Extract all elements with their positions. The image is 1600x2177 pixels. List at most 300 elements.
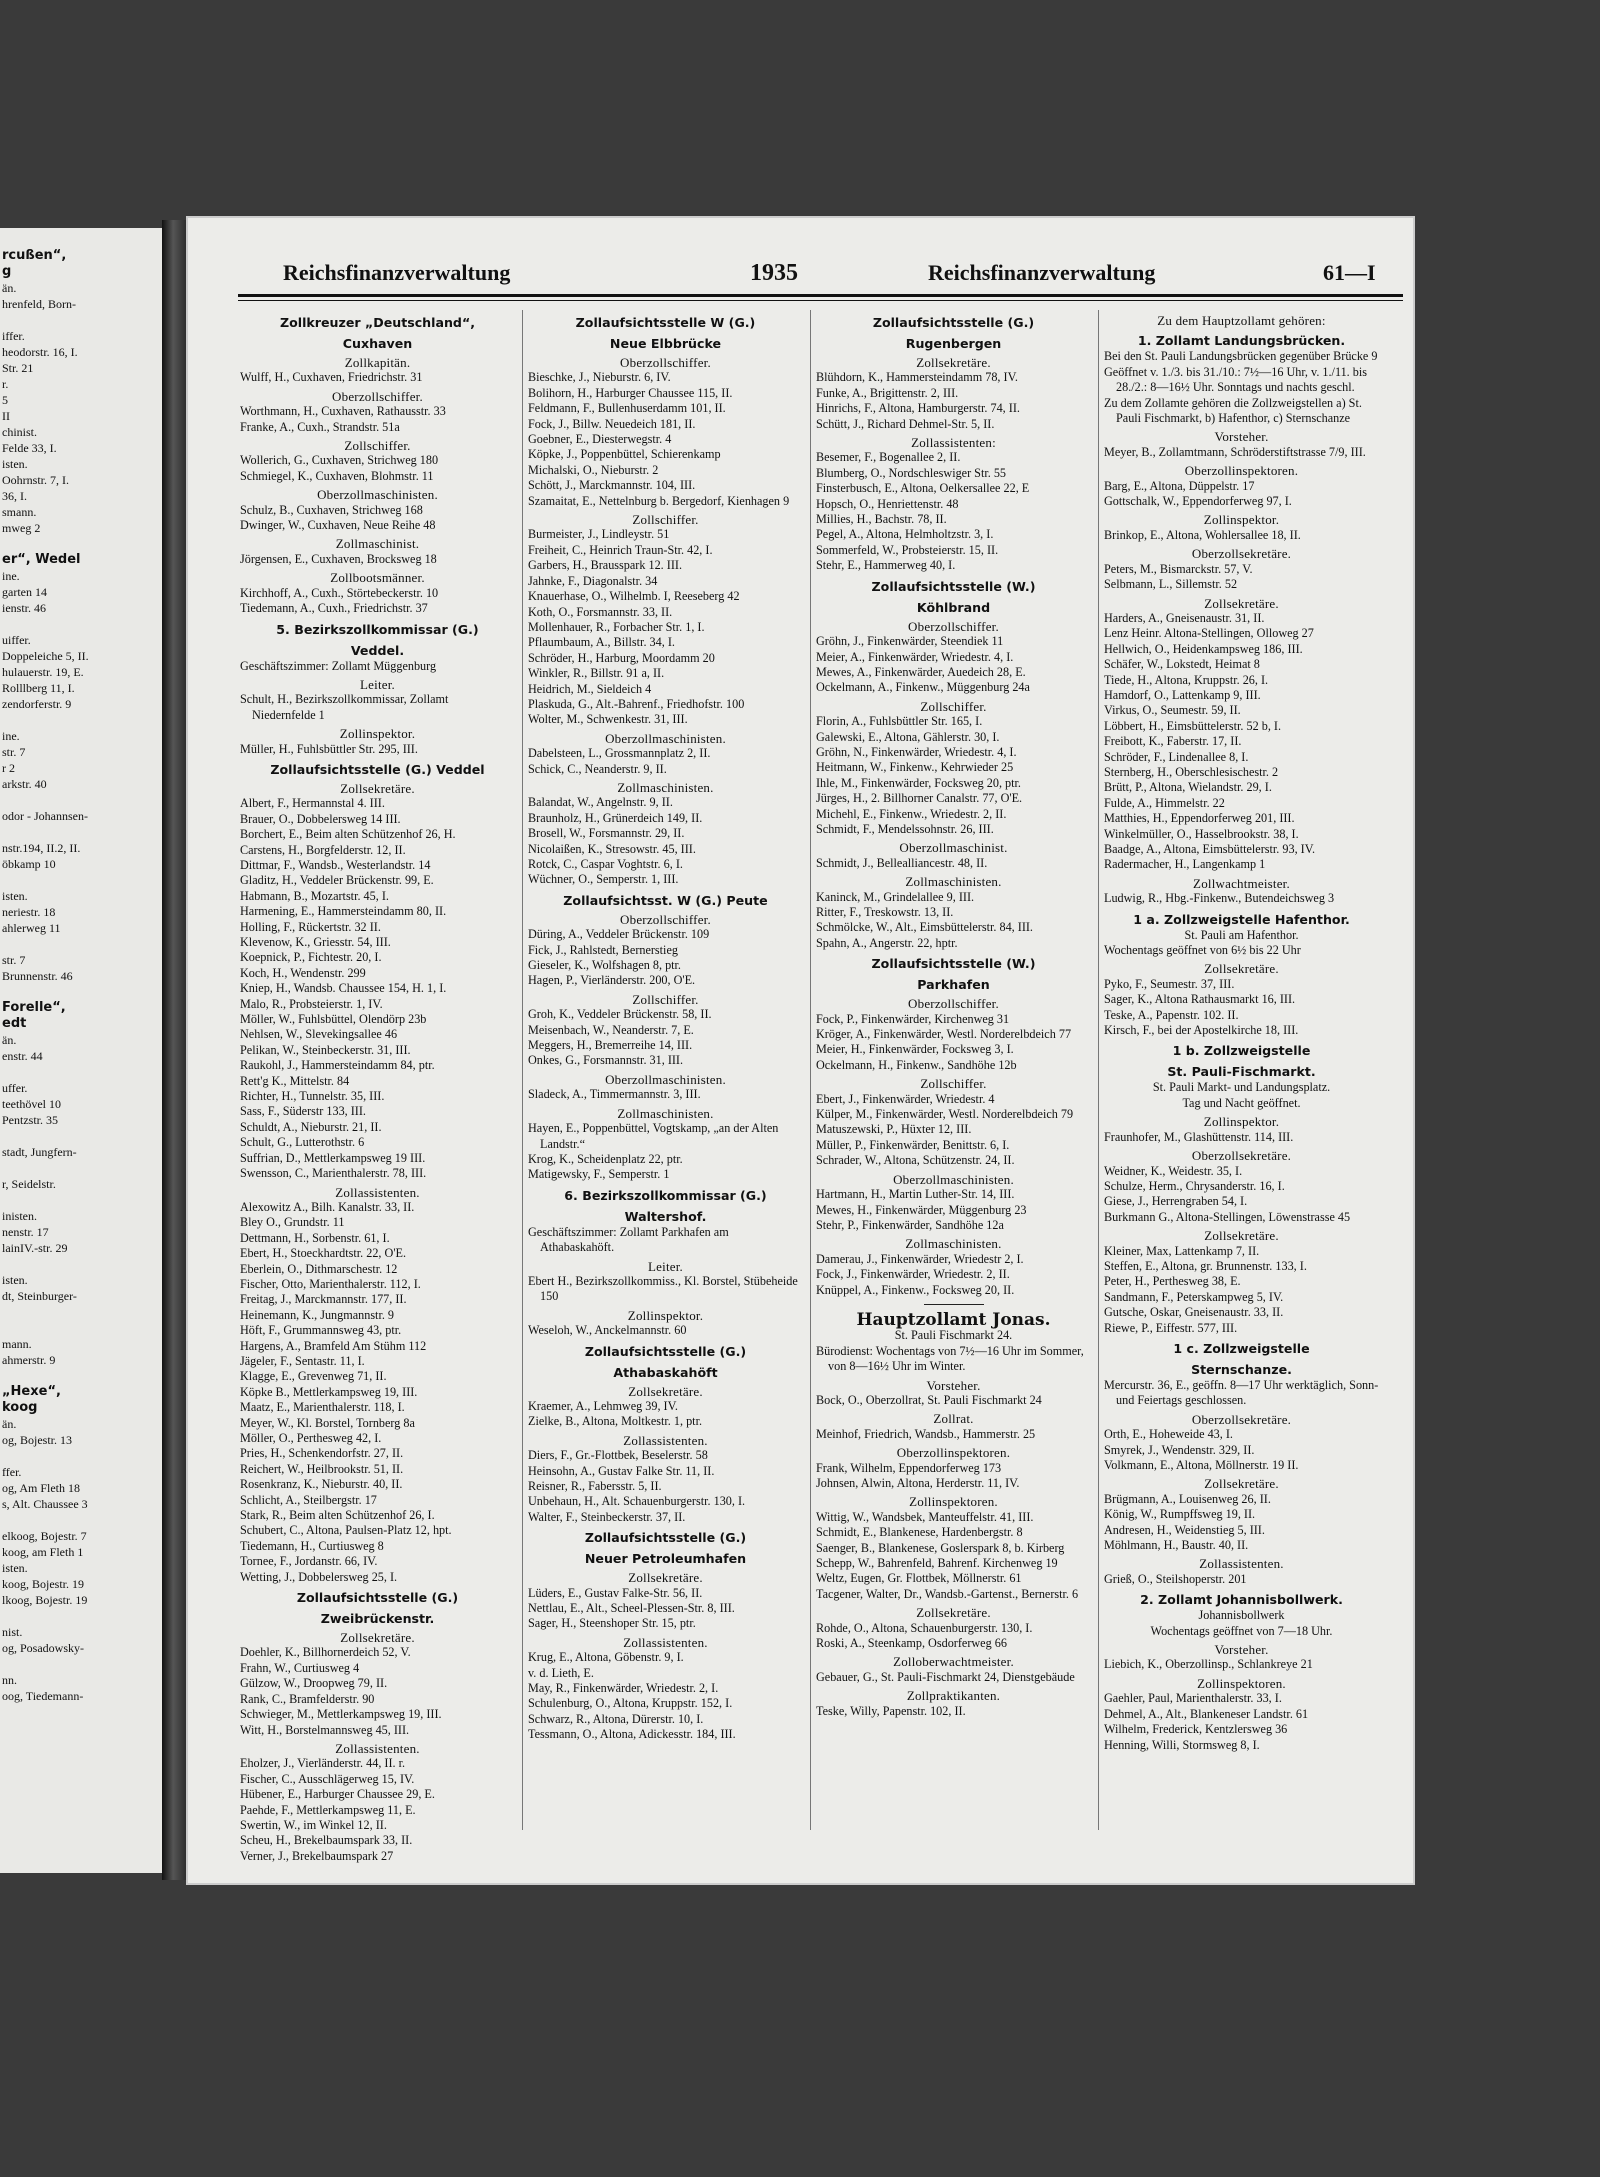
directory-entry: Hargens, A., Bramfeld Am Stühm 112 [240, 1338, 427, 1353]
left-page-text [2, 248, 158, 1704]
directory-entry: Hübener, E., Harburger Chaussee 29, E. [240, 1787, 435, 1802]
directory-entry: Fock, P., Finkenwärder, Kirchenweg 31 [816, 1011, 1010, 1026]
role-heading: Oberzollmaschinisten. [893, 1171, 1014, 1187]
directory-entry: Pflaumbaum, A., Billstr. 34, I. [528, 635, 675, 650]
directory-entry: Carstens, H., Borgfelderstr. 12, II. [240, 842, 406, 857]
left-fragment-line [2, 1608, 158, 1624]
section-heading: Zollkreuzer „Deutschland“, [279, 315, 476, 330]
directory-entry: Tiedemann, H., Curtiusweg 8 [240, 1538, 384, 1553]
left-fragment-line: mweg 2 [2, 521, 41, 535]
directory-entry: Tacgener, Walter, Dr., Wandsb.-Gartenst., Bernerstr. 6 [816, 1586, 1079, 1601]
left-fragment-line: rcußen“, [2, 248, 67, 263]
role-heading: Zu dem Hauptzollamt gehören: [1157, 313, 1326, 328]
column-divider [1098, 310, 1099, 1830]
left-fragment-line: än. [2, 281, 17, 295]
section-heading: Neue Elbbrücke [609, 336, 722, 351]
directory-entry: Krug, E., Altona, Göbenstr. 9, I. [528, 1650, 684, 1665]
directory-entry: Rohde, O., Altona, Schauenburgerstr. 130, I. [816, 1620, 1033, 1635]
role-heading: Oberzollsekretäre. [1191, 1148, 1292, 1164]
left-fragment-line: Doppeleiche 5, II. [2, 649, 89, 663]
directory-entry: Hartmann, H., Martin Luther-Str. 14, III. [816, 1187, 1015, 1202]
left-fragment-line: r 2 [2, 761, 15, 775]
directory-entry: Roski, A., Steenkamp, Osdorferweg 66 [816, 1636, 1007, 1651]
directory-entry: Gutsche, Oskar, Gneisenaustr. 33, II. [1104, 1305, 1284, 1320]
directory-entry: Bieschke, J., Nieburstr. 6, IV. [528, 370, 671, 385]
role-heading: Oberzollschiffer. [908, 618, 999, 634]
section-heading: Zollaufsichtsstelle (G.) Veddel [270, 761, 485, 777]
directory-entry: Brosell, W., Forsmannstr. 29, II. [528, 826, 685, 841]
directory-entry: Volkmann, E., Altona, Möllnerstr. 19 II. [1104, 1458, 1299, 1472]
role-heading: Zollinspektor. [627, 1307, 704, 1323]
directory-entry: Knauerhase, O., Wilhelmb. I, Reeseberg 42 [528, 589, 740, 604]
directory-entry: Goebner, E., Diesterwegstr. 4 [528, 432, 672, 447]
directory-entry: Fischer, Otto, Marienthalerstr. 112, I. [240, 1276, 421, 1291]
role-heading: Zollschiffer. [632, 991, 699, 1007]
role-heading: Oberzollschiffer. [620, 911, 711, 927]
directory-entry: Meyer, W., Kl. Borstel, Tornberg 8a [240, 1415, 415, 1430]
directory-entry: Schlicht, A., Steilbergstr. 17 [240, 1492, 377, 1507]
left-fragment-line: isten. [2, 889, 28, 903]
directory-entry: Plaskuda, G., Alt.-Bahrenf., Friedhofstr. 100 [528, 696, 745, 711]
directory-entry: Barg, E., Altona, Düppelstr. 17 [1104, 478, 1255, 493]
directory-entry: Schubert, C., Altona, Paulsen-Platz 12, hpt. [240, 1523, 452, 1538]
directory-entry: Gaehler, Paul, Marienthalerstr. 33, I. [1104, 1691, 1282, 1706]
left-fragment-line: ahlerweg 11 [2, 921, 61, 935]
directory-entry: Burmeister, J., Lindleystr. 51 [528, 527, 670, 542]
directory-entry: Meinhof, Friedrich, Wandsb., Hammerstr. 25 [816, 1426, 1036, 1441]
directory-entry: Florin, A., Fuhlsbüttler Str. 165, I. [816, 714, 983, 729]
directory-entry: Schött, J., Marckmannstr. 104, III. [528, 478, 696, 493]
role-heading: Oberzollmaschinisten. [605, 730, 726, 746]
directory-entry: Schepp, W., Bahrenfeld, Bahrenf. Kirchenweg 19 [816, 1556, 1058, 1571]
left-fragment-line: og, Posadowsky- [2, 1641, 85, 1655]
section-heading: Zollaufsichtsstelle W (G.) [575, 315, 756, 330]
section-heading: 2. Zollamt Johannisbollwerk. [1140, 1592, 1343, 1608]
directory-entry: Ockelmann, H., Finkenw., Sandhöhe 12b [816, 1057, 1017, 1072]
directory-entry: Selbmann, L., Sillemstr. 52 [1104, 577, 1238, 592]
directory-entry: Jahnke, F., Diagonalstr. 34 [528, 573, 658, 588]
directory-entry: Köpke, J., Poppenbüttel, Schierenkamp [528, 447, 721, 462]
directory-entry: Ockelmann, A., Finkenw., Müggenburg 24a [816, 680, 1030, 695]
directory-entry: Mollenhauer, R., Forbacher Str. 1, I. [528, 619, 705, 634]
directory-entry: Stehr, E., Hammerweg 40, I. [816, 558, 956, 573]
directory-entry: Höft, F., Grummannsweg 43, ptr. [240, 1323, 402, 1338]
directory-entry: Blumberg, O., Nordschleswiger Str. 55 [816, 465, 1007, 480]
directory-entry: Eholzer, J., Vierländerstr. 44, II. r. [240, 1756, 406, 1771]
section-heading: Zollaufsichtsst. W (G.) Peute [563, 892, 768, 908]
directory-entry: König, W., Rumpffsweg 19, II. [1104, 1507, 1256, 1522]
directory-entry: Spahn, A., Angerstr. 22, hptr. [816, 935, 958, 950]
left-fragment-line: edt [2, 1016, 27, 1031]
directory-entry: Ihle, M., Finkenwärder, Focksweg 20, ptr. [816, 775, 1021, 790]
directory-entry: Kleiner, Max, Lattenkamp 7, II. [1104, 1243, 1260, 1258]
directory-entry: Walter, F., Steinbeckerstr. 37, II. [528, 1509, 686, 1524]
role-heading: Zollinspektoren. [1197, 1675, 1286, 1691]
office-note: Johannisbollwerk [1198, 1608, 1285, 1623]
directory-entry: Meisenbach, W., Neanderstr. 7, E. [528, 1022, 694, 1037]
section-heading: 5. Bezirkszollkommissar (G.) [276, 621, 479, 637]
left-fragment-line [2, 936, 158, 952]
directory-entry: Swensson, C., Marienthalerstr. 78, III. [240, 1166, 427, 1181]
role-heading: Zollschiffer. [344, 438, 411, 454]
section-heading: Waltershof. [624, 1208, 707, 1224]
directory-entry: Rank, C., Bramfelderstr. 90 [240, 1691, 375, 1706]
left-fragment-line: isten. [2, 1273, 28, 1287]
directory-entry: Schulenburg, O., Altona, Kruppstr. 152, I. [528, 1696, 733, 1711]
role-heading: Zollsekretäre. [340, 780, 415, 796]
section-heading: Köhlbrand [916, 599, 991, 615]
left-fragment-line: ienstr. 46 [2, 601, 46, 615]
directory-entry: Brütt, P., Altona, Wielandstr. 29, I. [1104, 780, 1272, 795]
left-fragment-line: ine. [2, 569, 20, 583]
left-fragment-line: str. 7 [2, 745, 26, 759]
directory-entry: Baadge, A., Altona, Eimsbüttelerstr. 93, IV. [1104, 842, 1315, 856]
header-year: 1935 [750, 260, 798, 286]
directory-entry: Wochentags geöffnet von 6½ bis 22 Uhr [1104, 943, 1301, 958]
directory-entry: Habmann, B., Mozartstr. 45, I. [240, 888, 389, 903]
role-heading: Zollbootsmänner. [330, 570, 425, 586]
directory-entry: Diers, F., Gr.-Flottbek, Beselerstr. 58 [528, 1448, 708, 1463]
directory-entry: Wolter, M., Schwenkestr. 31, III. [528, 712, 688, 727]
directory-entry: Müller, P., Finkenwärder, Benittstr. 6, I. [816, 1137, 1010, 1152]
directory-entry: Matuszewski, P., Hüxter 12, III. [816, 1122, 972, 1137]
directory-entry: Brinkop, E., Altona, Wohlersallee 18, II. [1104, 527, 1301, 542]
role-heading: Zollkapitän. [344, 355, 411, 370]
section-heading: 6. Bezirkszollkommissar (G.) [564, 1187, 767, 1203]
directory-entry: Kirchhoff, A., Cuxh., Störtebeckerstr. 10 [240, 585, 439, 600]
left-fragment-line: Pentzstr. 35 [2, 1113, 58, 1127]
left-fragment-line: Oohrnstr. 7, I. [2, 473, 69, 487]
office-note: Wochentags geöffnet von 7—18 Uhr. [1150, 1623, 1333, 1638]
directory-entry: Maatz, E., Marienthalerstr. 118, I. [240, 1400, 405, 1415]
left-fragment-line [2, 1192, 158, 1208]
directory-entry: Kniep, H., Wandsb. Chaussee 154, H. 1, I. [240, 981, 447, 996]
section-heading: Zollaufsichtsstelle (W.) [871, 578, 1036, 594]
directory-entry: Franke, A., Cuxh., Strandstr. 51a [240, 419, 400, 434]
role-heading: Zollsekretäre. [628, 1383, 703, 1399]
left-fragment-line: smann. [2, 505, 37, 519]
directory-entry: Groh, K., Veddeler Brückenstr. 58, II. [528, 1007, 712, 1022]
column-3 [816, 310, 1091, 1719]
directory-entry: Koepnick, P., Fichtestr. 20, I. [240, 950, 382, 965]
directory-entry: Sass, F., Süderstr 133, III. [240, 1104, 366, 1119]
directory-entry: May, R., Finkenwärder, Wriedestr. 2, I. [528, 1681, 719, 1696]
directory-entry: Schmidt, E., Blankenese, Hardenbergstr. 8 [816, 1525, 1023, 1540]
left-fragment-line: Forelle“, [2, 1000, 66, 1015]
directory-entry: Albert, F., Hermannstal 4. III. [240, 796, 385, 811]
left-fragment-line: odor - Johannsen- [2, 809, 88, 823]
role-heading: Zollsekretäre. [340, 1630, 415, 1646]
role-heading: Zollsekretäre. [1204, 961, 1279, 977]
directory-entry: Szamaitat, E., Nettelnburg b. Bergedorf, Kienhagen 9 [528, 493, 790, 508]
directory-entry: Hinrichs, F., Altona, Hamburgerstr. 74, II. [816, 401, 1020, 416]
directory-entry: Eberlein, O., Dithmarschestr. 12 [240, 1261, 398, 1276]
directory-entry: Freiheit, C., Heinrich Traun-Str. 42, I. [528, 542, 713, 557]
left-fragment-line: hulauerstr. 19, E. [2, 665, 84, 679]
office-note: St. Pauli Fischmarkt 24. [894, 1328, 1013, 1343]
column-1 [240, 310, 515, 1864]
directory-entry: Tiede, H., Altona, Kruppstr. 26, I. [1104, 672, 1269, 687]
left-fragment-line [2, 1128, 158, 1144]
directory-entry: Zu dem Zollamte gehören die Zollzweigstellen a) St. Pauli Fischmarkt, b) Hafenthor, c) Sternschanze [1104, 395, 1362, 426]
left-fragment-line: g [2, 264, 12, 279]
directory-entry: Doehler, K., Billhornerdeich 52, V. [240, 1645, 411, 1660]
left-fragment-line: enstr. 44 [2, 1049, 43, 1063]
directory-entry: Bürodienst: Wochentags von 7½—16 Uhr im Sommer, von 8—16½ Uhr im Winter. [816, 1343, 1084, 1374]
directory-entry: Winkler, R., Billstr. 91 a, II. [528, 666, 665, 681]
header-rule-thin [238, 300, 1403, 301]
left-fragment-line: teethövel 10 [2, 1097, 61, 1111]
directory-entry: Millies, H., Bachstr. 78, II. [816, 512, 947, 527]
directory-entry: Rotck, C., Caspar Voghtstr. 6, I. [528, 857, 683, 871]
page-number: 61—I [1323, 260, 1376, 285]
directory-entry: Möhlmann, H., Baustr. 40, II. [1104, 1538, 1249, 1553]
directory-entry: Fraunhofer, M., Glashüttenstr. 114, III. [1104, 1129, 1294, 1144]
directory-entry: Geöffnet v. 1./3. bis 31./10.: 7½—16 Uhr, v. 1./11. bis 28./2.: 8—16½ Uhr. Sonntags und nachts geschl. [1104, 364, 1367, 395]
directory-entry: Meier, H., Finkenwärder, Focksweg 3, I. [816, 1042, 1014, 1057]
directory-entry: Kirsch, F., bei der Apostelkirche 18, III. [1104, 1023, 1299, 1038]
left-fragment-line: uffer. [2, 1081, 28, 1095]
directory-entry: Kaninck, M., Grindelallee 9, III. [816, 889, 975, 904]
section-heading: 1 b. Zollzweigstelle [1172, 1043, 1311, 1059]
directory-entry: Alexowitz A., Bilh. Kanalstr. 33, II. [240, 1199, 415, 1214]
directory-entry: Külper, M., Finkenwärder, Westl. Norderelbdeich 79 [816, 1107, 1074, 1122]
directory-entry: Möller, O., Perthesweg 42, I. [240, 1431, 382, 1445]
left-fragment-line [2, 1368, 158, 1384]
directory-entry: Dittmar, F., Wandsb., Westerlandstr. 14 [240, 857, 431, 872]
directory-entry: Gröhn, N., Finkenwärder, Wriedestr. 4, I. [816, 744, 1017, 759]
directory-entry: Wüchner, O., Semperstr. 1, III. [528, 872, 679, 887]
directory-entry: Geschäftszimmer: Zollamt Müggenburg [240, 658, 437, 673]
directory-entry: Jürges, H., 2. Billhorner Canalstr. 77, O'E. [816, 791, 1023, 806]
role-heading: Zollassistenten. [1199, 1556, 1284, 1572]
directory-entry: Dettmann, H., Sorbenstr. 61, I. [240, 1230, 390, 1245]
directory-entry: Blühdorn, K., Hammersteindamm 78, IV. [816, 370, 1018, 385]
directory-entry: Köpke B., Mettlerkampsweg 19, III. [240, 1384, 418, 1399]
directory-entry: Liebich, K., Oberzollinsp., Schlankreye 21 [1104, 1657, 1313, 1672]
directory-entry: Garbers, H., Brausspark 12. III. [528, 558, 682, 573]
section-heading: Sternschanze. [1191, 1361, 1292, 1377]
left-fragment-line: arkstr. 40 [2, 777, 47, 791]
role-heading: Zollrat. [933, 1411, 974, 1427]
left-fragment-line [2, 984, 158, 1000]
left-fragment-line: stadt, Jungfern- [2, 1145, 77, 1159]
left-fragment-line: nn. [2, 1673, 17, 1687]
directory-entry: Nicolaißen, K., Stresowstr. 45, III. [528, 841, 696, 856]
directory-entry: Hopsch, O., Henriettenstr. 48 [816, 496, 959, 511]
directory-entry: Schäfer, W., Lokstedt, Heimat 8 [1104, 657, 1260, 672]
directory-entry: Zielke, B., Altona, Moltkestr. 1, ptr. [528, 1414, 702, 1429]
directory-entry: Michalski, O., Nieburstr. 2 [528, 462, 659, 477]
directory-entry: Gottschalk, W., Eppendorferweg 97, I. [1104, 494, 1292, 509]
section-heading: Zollaufsichtsstelle (G.) [584, 1343, 747, 1359]
role-heading: Zollsekretäre. [1204, 1228, 1279, 1244]
directory-entry: Heinsohn, A., Gustav Falke Str. 11, II. [528, 1463, 715, 1478]
running-header [188, 260, 1413, 296]
role-heading: Zollschiffer. [632, 512, 699, 528]
directory-entry: Pyko, F., Seumestr. 37, III. [1104, 976, 1235, 991]
directory-entry: Peter, H., Perthesweg 38, E. [1104, 1274, 1241, 1289]
left-fragment-line: s, Alt. Chaussee 3 [2, 1497, 88, 1511]
directory-entry: Raukohl, J., Hammersteindamm 84, ptr. [240, 1058, 435, 1073]
directory-entry: Teske, Willy, Papenstr. 102, II. [816, 1703, 966, 1718]
role-heading: Vorsteher. [926, 1377, 981, 1393]
directory-entry: Funke, A., Brigittenstr. 2, III. [816, 385, 959, 400]
directory-entry: Sommerfeld, W., Probsteierstr. 15, II. [816, 542, 999, 557]
directory-entry: Schmiegel, K., Cuxhaven, Blohmstr. 11 [240, 468, 434, 483]
directory-entry: Wulff, H., Cuxhaven, Friedrichstr. 31 [240, 370, 423, 385]
left-fragment-line: dt, Steinburger- [2, 1289, 77, 1303]
directory-entry: Schick, C., Neanderstr. 9, II. [528, 761, 667, 776]
left-page-fragment [0, 228, 165, 1873]
directory-entry: Matigewsky, F., Semperstr. 1 [528, 1167, 670, 1182]
directory-entry: Schuldt, A., Nieburstr. 21, II. [240, 1119, 382, 1134]
left-fragment-line: nist. [2, 1625, 23, 1639]
directory-entry: Burkmann G., Altona-Stellingen, Löwenstrasse 45 [1104, 1209, 1351, 1224]
header-left: Reichsfinanzverwaltung [283, 260, 511, 285]
section-heading: Veddel. [350, 642, 405, 658]
left-fragment-line [2, 1256, 158, 1272]
directory-entry: Andresen, H., Weidenstieg 5, III. [1104, 1522, 1265, 1537]
directory-entry: Koch, H., Wendenstr. 299 [240, 965, 366, 980]
left-fragment-line: garten 14 [2, 585, 47, 599]
left-fragment-line [2, 1304, 158, 1320]
section-heading: Neuer Petroleumhafen [584, 1551, 747, 1567]
directory-entry: Brauer, O., Dobbelersweg 14 III. [240, 811, 401, 826]
directory-entry: Ebert, J., Finkenwärder, Wriedestr. 4 [816, 1091, 995, 1106]
left-fragment-line [2, 824, 158, 840]
directory-entry: Verner, J., Brekelbaumspark 27 [240, 1848, 394, 1863]
directory-entry: Steffen, E., Altona, gr. Brunnenstr. 133, I. [1104, 1258, 1307, 1273]
directory-entry: Schmölcke, W., Alt., Eimsbüttelerstr. 84, III. [816, 920, 1033, 935]
directory-entry: Giese, J., Herrengraben 54, I. [1104, 1194, 1248, 1209]
role-heading: Leiter. [648, 1258, 683, 1274]
left-fragment-line: neriestr. 18 [2, 905, 56, 919]
left-fragment-line: isten. [2, 457, 28, 471]
left-fragment-line: isten. [2, 1561, 28, 1575]
directory-entry: Worthmann, H., Cuxhaven, Rathausstr. 33 [240, 404, 446, 419]
directory-entry: Damerau, J., Finkenwärder, Wriedestr 2, I. [816, 1251, 1024, 1266]
directory-entry: Fock, J., Billw. Neuedeich 181, II. [528, 416, 696, 431]
directory-entry: Mewes, H., Finkenwärder, Müggenburg 23 [816, 1202, 1027, 1217]
left-fragment-line: än. [2, 1417, 17, 1431]
directory-entry: Nehlsen, W., Slevekingsallee 46 [240, 1027, 398, 1042]
directory-entry: Tessmann, O., Altona, Adickesstr. 184, III. [528, 1727, 736, 1742]
directory-entry: Knüppel, A., Finkenw., Focksweg 20, II. [816, 1282, 1015, 1297]
left-fragment-line: uiffer. [2, 633, 31, 647]
directory-entry: Weseloh, W., Anckelmannstr. 60 [528, 1323, 687, 1338]
directory-entry: Suffrian, D., Mettlerkampsweg 19 III. [240, 1150, 426, 1165]
directory-entry: Frahn, W., Curtiusweg 4 [240, 1660, 360, 1675]
directory-entry: Swertin, W., im Winkel 12, II. [240, 1817, 387, 1832]
directory-entry: Schulz, B., Cuxhaven, Strichweg 168 [240, 502, 423, 517]
directory-entry: Rosenkranz, K., Nieburstr. 40, II. [240, 1477, 403, 1492]
role-heading: Zollinspektoren. [909, 1494, 998, 1510]
left-fragment-line [2, 1656, 158, 1672]
section-heading: Athabaskahöft [613, 1364, 718, 1380]
section-heading: St. Pauli-Fischmarkt. [1167, 1064, 1316, 1080]
left-fragment-line [2, 1064, 158, 1080]
directory-entry: Schwieger, M., Mettlerkampsweg 19, III. [240, 1707, 442, 1722]
role-heading: Zollsekretäre. [1204, 595, 1279, 611]
role-heading: Zollmaschinisten. [905, 1236, 1002, 1252]
directory-entry: Bei den St. Pauli Landungsbrücken gegenüber Brücke 9 [1104, 349, 1378, 364]
role-heading: Zollschiffer. [920, 698, 987, 714]
directory-entry: Riewe, P., Eiffestr. 577, III. [1104, 1320, 1238, 1335]
left-fragment-line: str. 7 [2, 953, 26, 967]
directory-entry: Borchert, E., Beim alten Schützenhof 26, H. [240, 827, 456, 842]
directory-entry: Sternberg, H., Oberschlesischestr. 2 [1104, 764, 1279, 779]
role-heading: Oberzollmaschinisten. [605, 1071, 726, 1087]
directory-entry: v. d. Lieth, E. [528, 1665, 594, 1680]
role-heading: Zollmaschinisten. [905, 874, 1002, 890]
left-fragment-line: „Hexe“, [2, 1384, 61, 1399]
left-fragment-line [2, 1320, 158, 1336]
left-fragment-line [2, 1160, 158, 1176]
section-heading: Cuxhaven [342, 336, 413, 351]
role-heading: Leiter. [360, 676, 395, 692]
directory-entry: Malo, R., Probsteierstr. 1, IV. [240, 996, 383, 1011]
directory-entry: Meyer, B., Zollamtmann, Schröderstiftstrasse 7/9, III. [1104, 444, 1366, 459]
directory-entry: Schröder, H., Harburg, Moordamm 20 [528, 650, 715, 665]
directory-entry: Koth, O., Forsmannstr. 33, II. [528, 604, 673, 619]
left-fragment-line [2, 872, 158, 888]
directory-entry: Saenger, B., Blankenese, Goslerspark 8, b. Kirberg [816, 1540, 1065, 1555]
left-fragment-line: heodorstr. 16, I. [2, 345, 78, 359]
directory-entry: Scheu, H., Brekelbaumspark 33, II. [240, 1833, 413, 1848]
role-heading: Zollmaschinisten. [617, 1105, 714, 1121]
directory-entry: Sager, H., Steenshoper Str. 15, ptr. [528, 1616, 696, 1631]
directory-entry: Gülzow, W., Droopweg 79, II. [240, 1676, 388, 1691]
directory-entry: Smyrek, J., Wendenstr. 329, II. [1104, 1442, 1255, 1457]
directory-entry: Geschäftszimmer: Zollamt Parkhafen am Athabaskahöft. [528, 1224, 729, 1255]
left-fragment-line: chinist. [2, 425, 37, 439]
directory-entry: Gieseler, K., Wolfshagen 8, ptr. [528, 958, 681, 973]
left-fragment-line: koog, Bojestr. 19 [2, 1577, 85, 1591]
directory-entry: Matthies, H., Eppendorferweg 201, III. [1104, 811, 1295, 826]
directory-entry: Feldmann, F., Bullenhuserdamm 101, II. [528, 401, 726, 416]
office-note: Tag und Nacht geöffnet. [1182, 1095, 1301, 1110]
role-heading: Oberzollinspektoren. [896, 1445, 1011, 1461]
directory-entry: Kröger, A., Finkenwärder, Westl. Norderelbdeich 77 [816, 1027, 1072, 1042]
role-heading: Zollwachtmeister. [1193, 875, 1290, 891]
left-fragment-line: än. [2, 1033, 17, 1047]
directory-entry: Kraemer, A., Lehmweg 39, IV. [528, 1398, 678, 1413]
directory-entry: Freibott, K., Faberstr. 17, II. [1104, 734, 1242, 749]
directory-entry: Sager, K., Altona Rathausmarkt 16, III. [1104, 992, 1296, 1007]
header-rule [238, 294, 1403, 297]
role-heading: Zollsekretäre. [1204, 1476, 1279, 1492]
directory-entry: Krog, K., Scheidenplatz 22, ptr. [528, 1151, 683, 1166]
role-heading: Oberzollmaschinisten. [317, 487, 438, 503]
directory-entry: Meier, A., Finkenwärder, Wriedestr. 4, I. [816, 649, 1014, 664]
role-heading: Zollassistenten. [335, 1184, 420, 1200]
directory-entry: Ebert, H., Stoeckhardtstr. 22, O'E. [240, 1246, 407, 1261]
directory-entry: Johnsen, Alwin, Altona, Herderstr. 11, IV. [816, 1476, 1020, 1490]
directory-entry: Dabelsteen, L., Grossmannplatz 2, II. [528, 746, 711, 761]
directory-entry: Düring, A., Veddeler Brückenstr. 109 [528, 927, 710, 942]
directory-entry: Witt, H., Borstelmannsweg 45, III. [240, 1722, 410, 1737]
directory-entry: Onkes, G., Forsmannstr. 31, III. [528, 1053, 684, 1068]
left-fragment-line: nstr.194, II.2, II. [2, 841, 81, 855]
directory-entry: Pries, H., Schenkendorfstr. 27, II. [240, 1446, 404, 1461]
role-heading: Zollsekretäre. [916, 355, 991, 370]
left-fragment-line [2, 712, 158, 728]
directory-entry: Nettlau, E., Alt., Scheel-Plessen-Str. 8, III. [528, 1601, 735, 1616]
directory-entry: Wilhelm, Frederick, Kentzlersweg 36 [1104, 1722, 1288, 1737]
directory-entry: Schwarz, R., Altona, Dürerstr. 10, I. [528, 1711, 704, 1726]
directory-entry: Pelikan, W., Steinbeckerstr. 31, III. [240, 1042, 411, 1057]
